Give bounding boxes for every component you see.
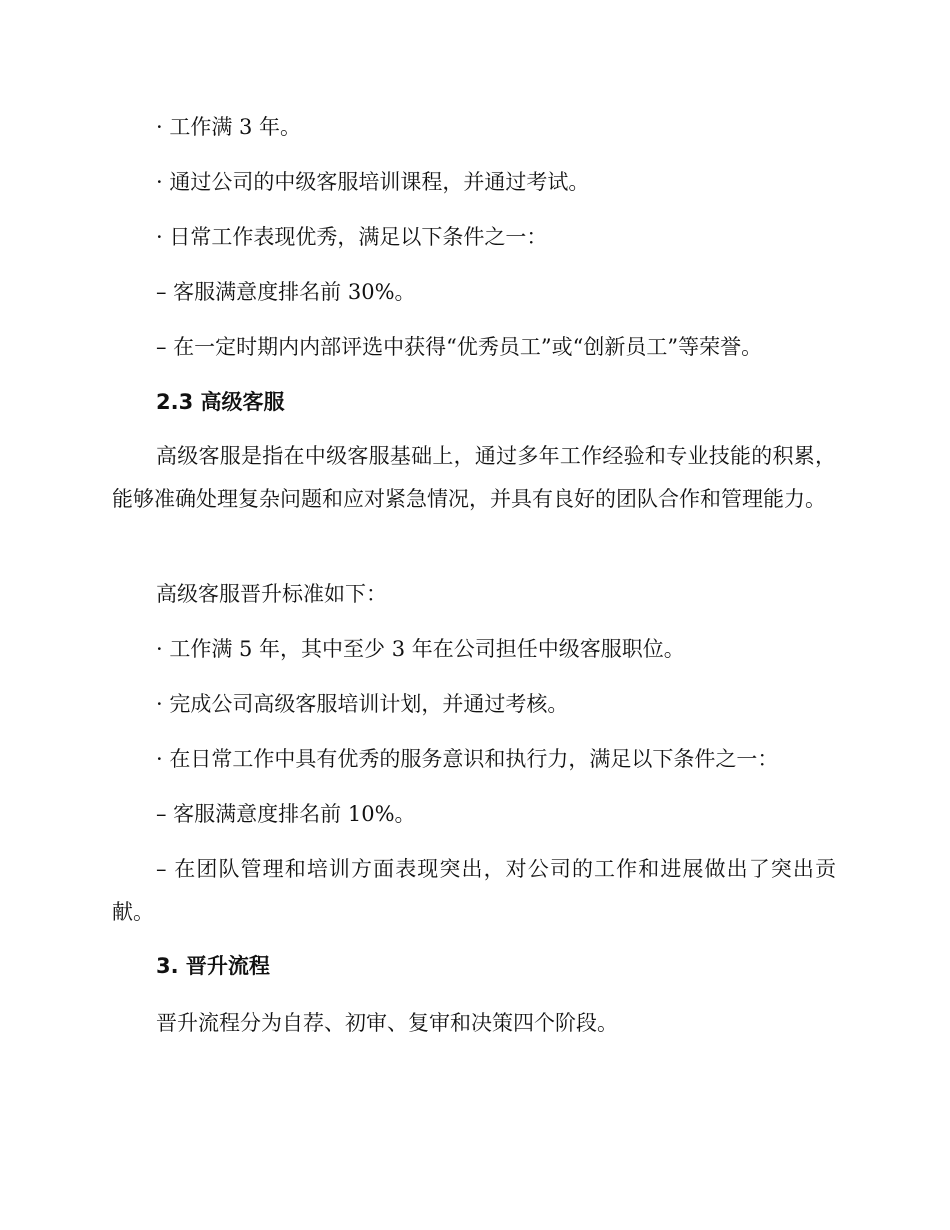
section-heading-process: 3. 晋升流程 (156, 954, 270, 978)
senior-criteria-title: 高级客服晋升标准如下： (156, 582, 387, 606)
section-heading-senior: 2.3 高级客服 (156, 390, 285, 414)
mid-criteria-sub-satisfaction: – 客服满意度排名前 30%。 (156, 280, 416, 304)
senior-criteria-item-training: · 完成公司高级客服培训计划，并通过考核。 (156, 692, 569, 716)
senior-criteria-item-performance: · 在日常工作中具有优秀的服务意识和执行力，满足以下条件之一： (156, 747, 779, 771)
mid-criteria-item-training: · 通过公司的中级客服培训课程，并通过考试。 (156, 170, 590, 194)
senior-criteria-item-years: · 工作满 5 年，其中至少 3 年在公司担任中级客服职位。 (156, 637, 685, 661)
mid-criteria-item-years: · 工作满 3 年。 (156, 115, 302, 139)
senior-criteria-sub-contribution: – 在团队管理和培训方面表现突出，对公司的工作和进展做出了突出贡献。 (112, 857, 836, 924)
senior-criteria-sub-satisfaction: – 客服满意度排名前 10%。 (156, 802, 416, 826)
mid-criteria-item-performance: · 日常工作表现优秀，满足以下条件之一： (156, 225, 548, 249)
process-intro: 晋升流程分为自荐、初审、复审和决策四个阶段。 (156, 1011, 618, 1035)
senior-intro-paragraph: 高级客服是指在中级客服基础上，通过多年工作经验和专业技能的积累，能够准确处理复杂问题和应对紧急情况，并具有良好的团队合作和管理能力。 (112, 444, 836, 511)
mid-criteria-sub-honor: – 在一定时期内内部评选中获得“优秀员工”或“创新员工”等荣誉。 (156, 335, 763, 359)
